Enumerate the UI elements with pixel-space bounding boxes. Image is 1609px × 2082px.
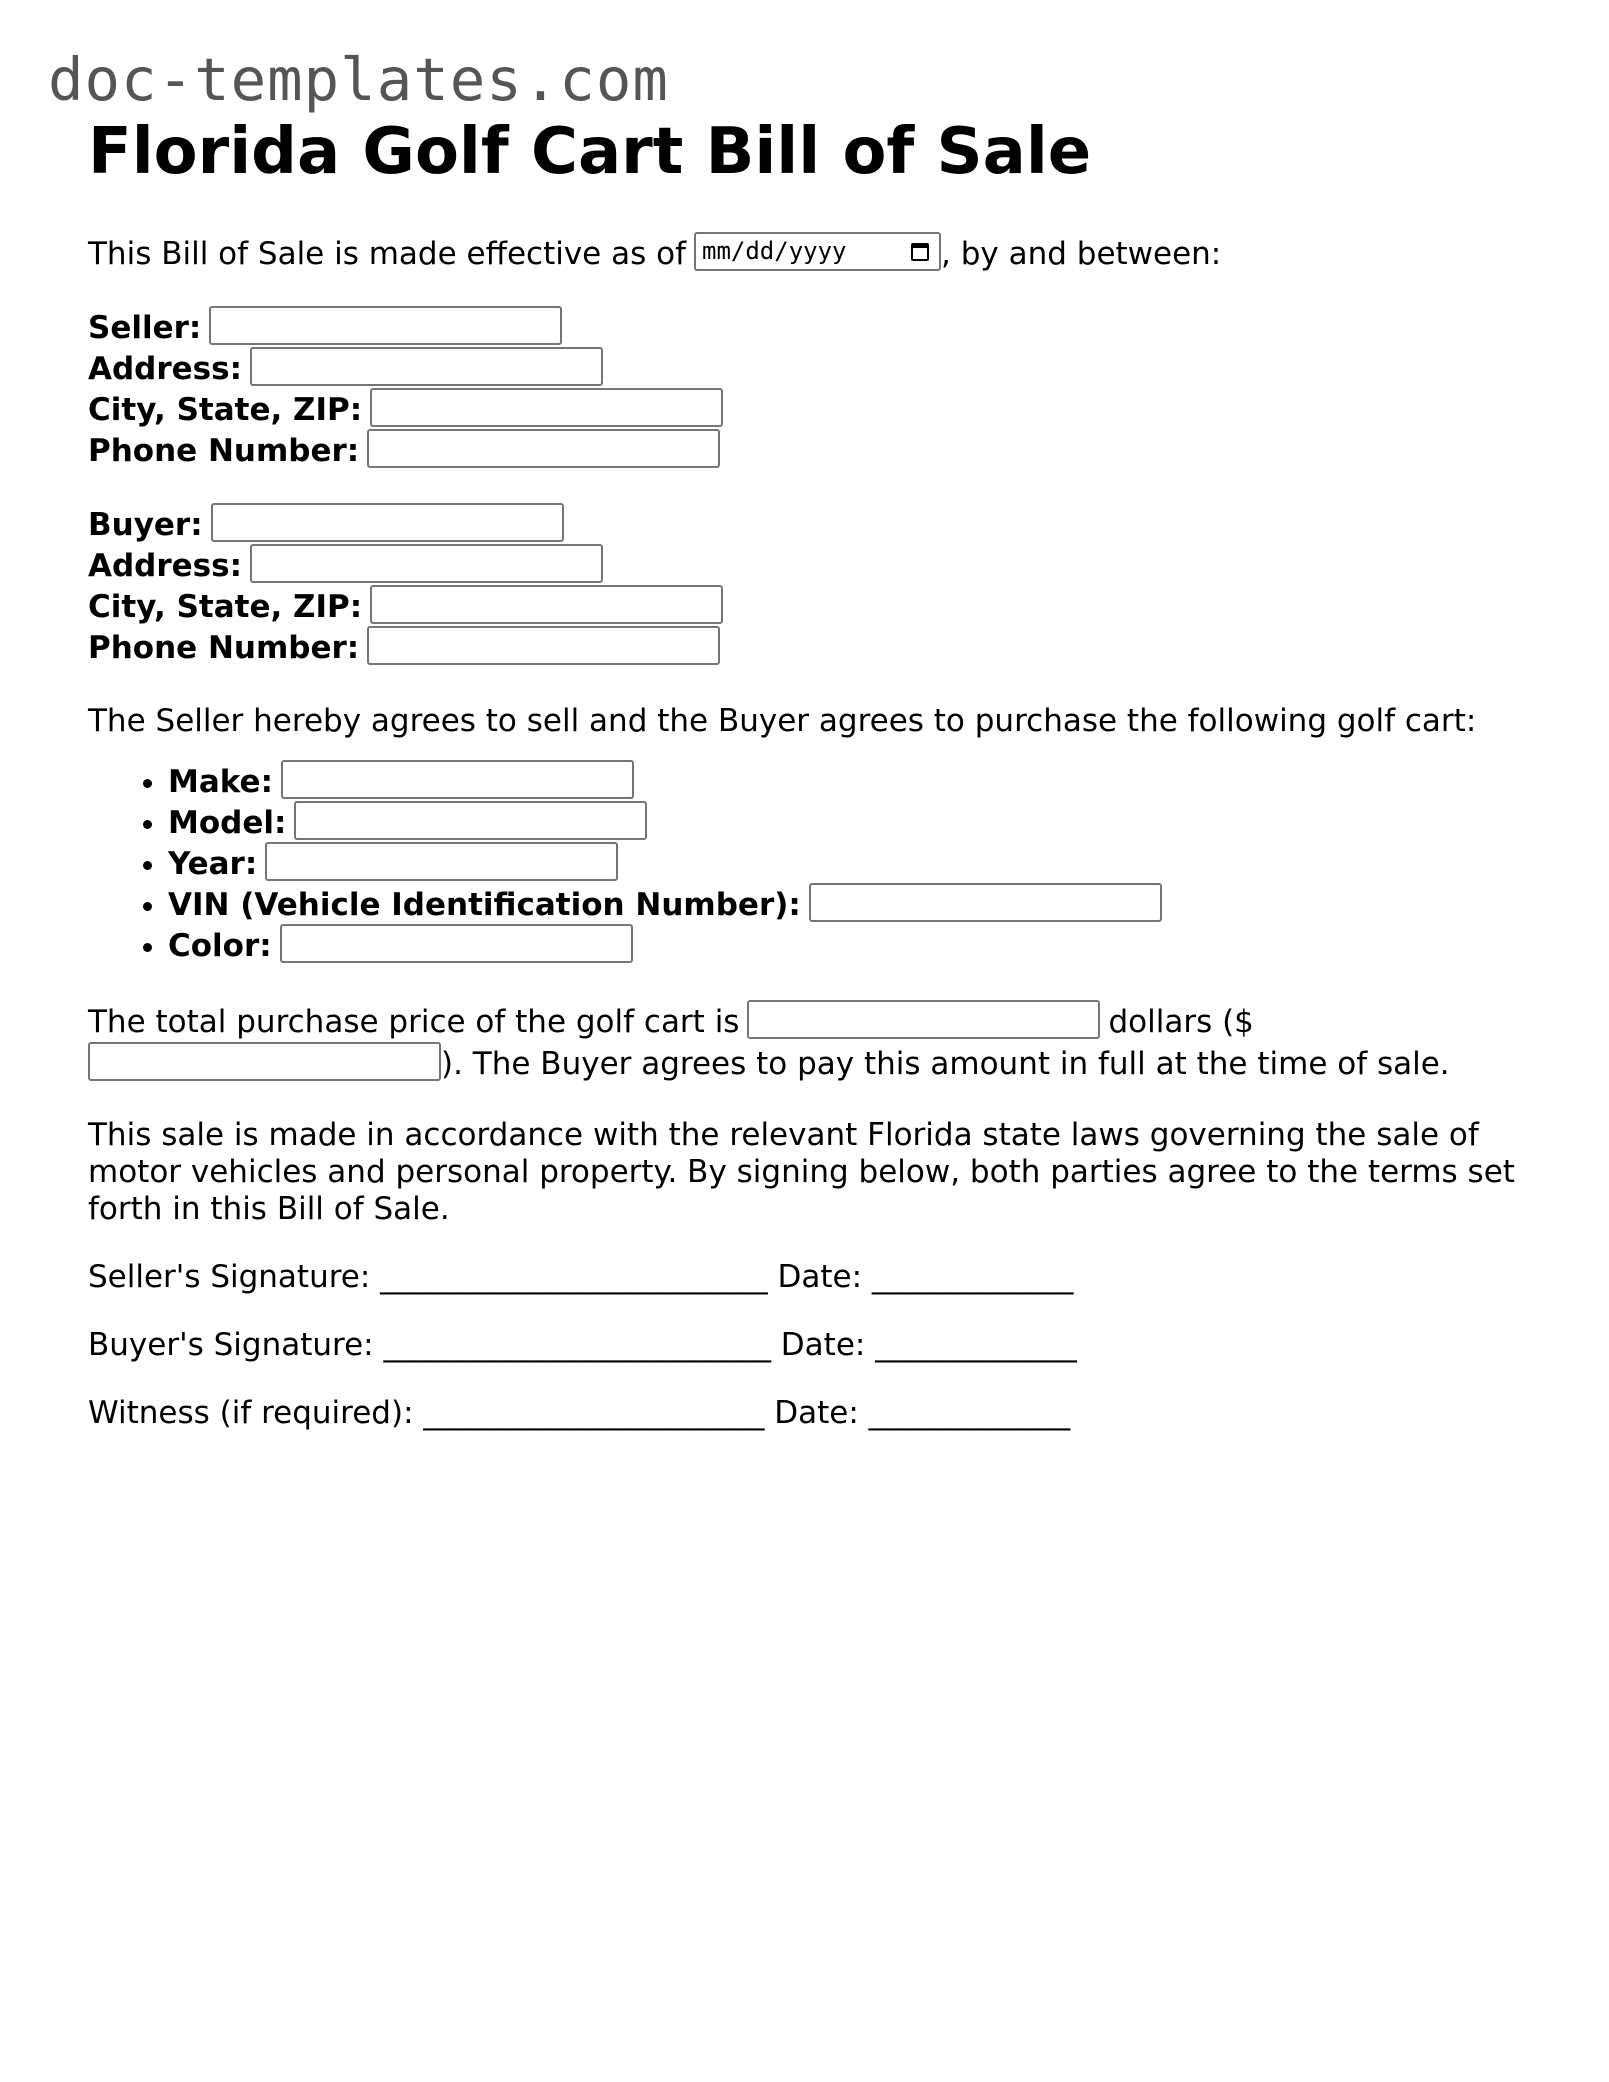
cart-color-label: Color: [168,928,272,964]
price-prefix: The total purchase price of the golf cart is [88,1004,740,1040]
cart-vin-label: VIN (Vehicle Identification Number): [168,887,801,923]
intro-suffix: , by and between: [941,236,1222,272]
buyer-name-input[interactable] [211,503,564,542]
buyer-city-input[interactable] [370,585,723,624]
cart-year-item [168,844,1538,885]
seller-city-label: City, State, ZIP: [88,392,363,428]
seller-address-input[interactable] [250,347,603,386]
date-placeholder: mm/dd/yyyy [702,237,847,265]
seller-name-row [88,308,1538,349]
price-amount-input[interactable] [88,1042,441,1081]
cart-make-input[interactable] [281,760,634,799]
document [88,112,1538,1432]
seller-signature-line: Seller's Signature: _________________________ Date: _____________ [88,1259,1074,1295]
buyer-city-label: City, State, ZIP: [88,589,363,625]
cart-make-label: Make: [168,764,273,800]
seller-section [88,308,1538,472]
buyer-city-row [88,587,1538,628]
cart-color-input[interactable] [280,924,633,963]
buyer-address-input[interactable] [250,544,603,583]
price-paragraph [88,1001,1538,1085]
buyer-name-label: Buyer: [88,507,203,543]
cart-vin-input[interactable] [809,883,1162,922]
seller-city-row [88,390,1538,431]
cart-details-list [88,762,1538,967]
cart-year-label: Year: [168,846,258,882]
cart-model-item [168,803,1538,844]
seller-phone-label: Phone Number: [88,433,360,469]
seller-address-row [88,349,1538,390]
watermark: doc-templates.com [48,45,669,114]
buyer-address-label: Address: [88,548,242,584]
calendar-icon[interactable] [911,243,929,261]
price-middle: dollars ($ [1108,1004,1254,1040]
seller-phone-row [88,431,1538,472]
buyer-name-row [88,505,1538,546]
cart-model-input[interactable] [294,801,647,840]
buyer-section [88,505,1538,669]
sale-statement: The Seller hereby agrees to sell and the Buyer agrees to purchase the following golf cart: [88,703,1477,739]
buyer-phone-label: Phone Number: [88,630,360,666]
intro-paragraph [88,236,1538,275]
buyer-signature-line: Buyer's Signature: _________________________ Date: _____________ [88,1327,1077,1363]
intro-prefix: This Bill of Sale is made effective as of [88,236,686,272]
page-title: Florida Golf Cart Bill of Sale [88,115,1092,189]
price-suffix: ). The Buyer agrees to pay this amount in full at the time of sale. [441,1046,1450,1082]
seller-name-input[interactable] [209,306,562,345]
buyer-phone-row [88,628,1538,669]
cart-year-input[interactable] [265,842,618,881]
effective-date-input[interactable] [694,232,941,271]
buyer-phone-input[interactable] [367,626,720,665]
cart-vin-item [168,885,1538,926]
seller-name-label: Seller: [88,310,202,346]
seller-phone-input[interactable] [367,429,720,468]
buyer-address-row [88,546,1538,587]
law-statement: This sale is made in accordance with the relevant Florida state laws governing the sale of motor vehicles and personal property. By signing below, both parties agree to the terms set forth in this Bill of Sale. [88,1117,1515,1227]
cart-color-item [168,926,1538,967]
cart-model-label: Model: [168,805,287,841]
cart-make-item [168,762,1538,803]
seller-address-label: Address: [88,351,242,387]
seller-city-input[interactable] [370,388,723,427]
price-words-input[interactable] [747,1000,1100,1039]
witness-signature-line: Witness (if required): ______________________ Date: _____________ [88,1395,1071,1431]
